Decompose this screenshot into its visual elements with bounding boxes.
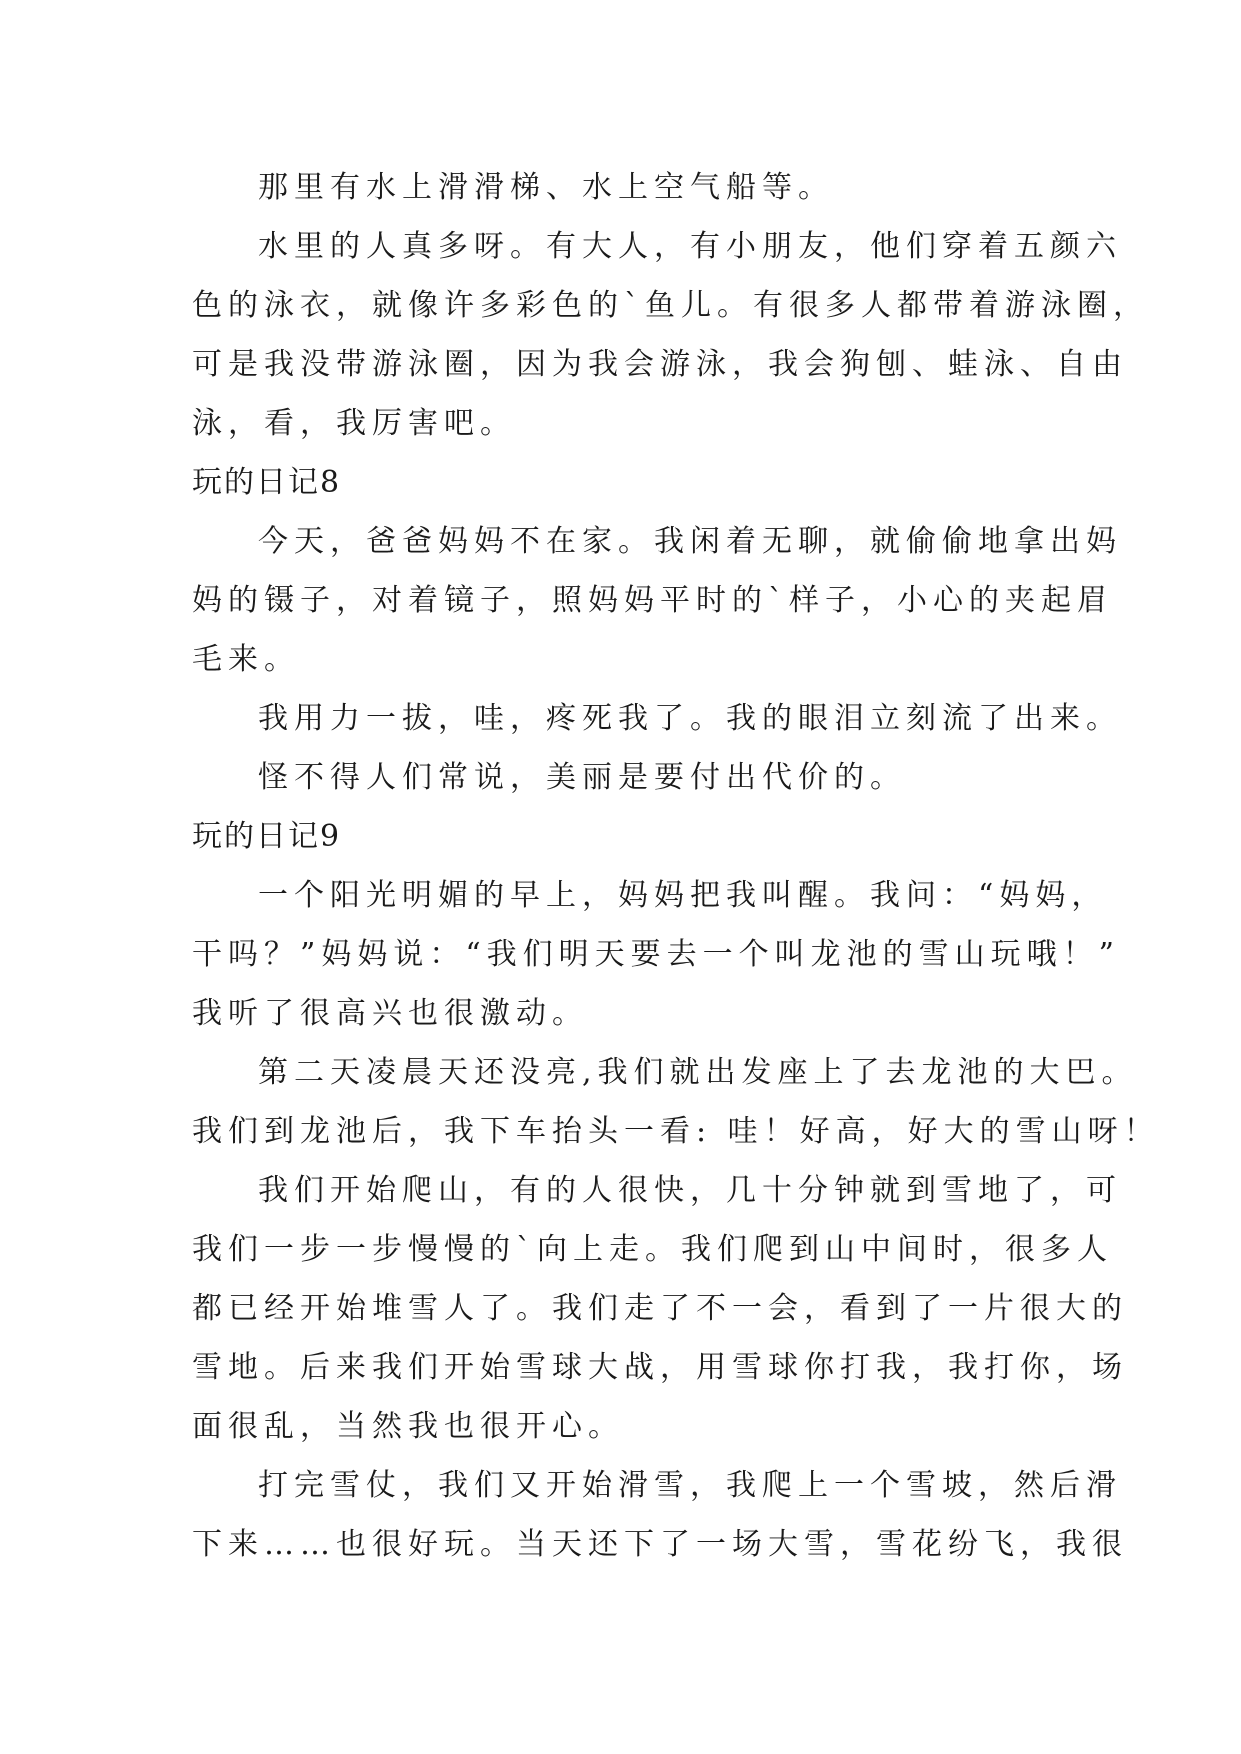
- text-line: 都已经开始堆雪人了。我们走了不一会，看到了一片很大的: [192, 1291, 1128, 1326]
- text-line: 干吗？”妈妈说：“我们明天要去一个叫龙池的雪山玩哦！”: [192, 937, 1121, 972]
- section-heading-diary-8: 玩的日记8: [192, 465, 342, 500]
- text-line: 水里的人真多呀。有大人，有小朋友，他们穿着五颜六: [258, 229, 1122, 264]
- text-line: 那里有水上滑滑梯、水上空气船等。: [258, 170, 834, 205]
- text-line: 我用力一拔，哇，疼死我了。我的眼泪立刻流了出来。: [258, 701, 1122, 736]
- text-line: 面很乱，当然我也很开心。: [192, 1409, 624, 1444]
- text-line: 一个阳光明媚的早上，妈妈把我叫醒。我问：“妈妈，: [258, 878, 1108, 913]
- text-line: 色的泳衣，就像许多彩色的`鱼儿。有很多人都带着游泳圈，: [192, 288, 1149, 323]
- text-line: 我们到龙池后，我下车抬头一看: 哇！好高，好大的雪山呀！: [192, 1114, 1160, 1149]
- text-line: 怪不得人们常说，美丽是要付出代价的。: [258, 760, 906, 795]
- text-line: 第二天凌晨天还没亮,我们就出发座上了去龙池的大巴。: [258, 1055, 1138, 1090]
- text-line: 下来……也很好玩。当天还下了一场大雪，雪花纷飞，我很: [192, 1527, 1128, 1562]
- text-line: 我们开始爬山，有的人很快，几十分钟就到雪地了，可: [258, 1173, 1122, 1208]
- text-line: 可是我没带游泳圈，因为我会游泳，我会狗刨、蛙泳、自由: [192, 347, 1128, 382]
- text-line: 我们一步一步慢慢的`向上走。我们爬到山中间时，很多人: [192, 1232, 1113, 1267]
- document-body: [192, 158, 1160, 1574]
- text-line: 雪地。后来我们开始雪球大战，用雪球你打我，我打你，场: [192, 1350, 1128, 1385]
- text-line: 今天，爸爸妈妈不在家。我闲着无聊，就偷偷地拿出妈: [258, 524, 1122, 559]
- section-heading-diary-9: 玩的日记9: [192, 819, 342, 854]
- text-line: 我听了很高兴也很激动。: [192, 996, 588, 1031]
- text-line: 泳，看，我厉害吧。: [192, 406, 516, 441]
- text-line: 毛来。: [192, 642, 300, 677]
- text-line: 打完雪仗，我们又开始滑雪，我爬上一个雪坡，然后滑: [258, 1468, 1122, 1503]
- text-line: 妈的镊子，对着镜子，照妈妈平时的`样子，小心的夹起眉: [192, 583, 1113, 618]
